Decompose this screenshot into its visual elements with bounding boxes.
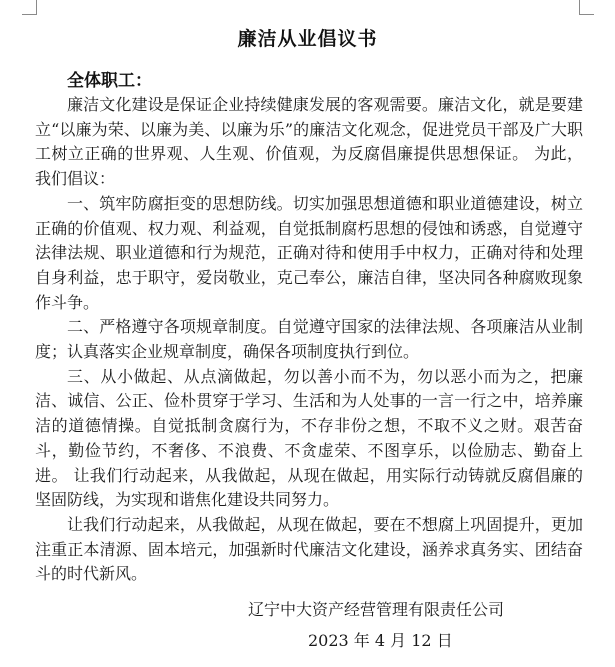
salutation: 全体职工： bbox=[67, 71, 152, 91]
paragraph-item-3: 三、从小做起、从点滴做起，勿以善小而不为，勿以恶小而为之，把廉洁、诚信、公正、俭朴贯穿于学习、生活和为人处事的一言一行之中，培养廉洁的道德情操。自觉抵制贪腐行为，不存非份之想，不取不义之财。艰苦奋斗，勤俭节约，不奢侈、不浪费、不贪虚荣、不图享乐，以俭励志、勤奋上进。 让我们行动起来，从我做起，从现在做起，用实际行动铸就反腐倡廉的坚固防线，为实现和谐焦化建设共同努力。 bbox=[35, 366, 583, 510]
document-title: 廉洁从业倡议书 bbox=[237, 28, 378, 50]
page-corner-mark-top-right bbox=[579, 0, 594, 15]
issue-date: 2023 年 4 月 12 日 bbox=[308, 631, 453, 650]
page-corner-mark-top-left bbox=[22, 0, 37, 15]
paragraph-intro: 廉洁文化建设是保证企业持续健康发展的客观需要。廉洁文化，就是要建立“以廉为荣、以廉为美、以廉为乐”的廉洁文化观念，促进党员干部及广大职工树立正确的世界观、人生观、价值观，为反腐倡廉提供思想保证。 为此，我们倡议： bbox=[35, 95, 583, 189]
paragraph-item-2: 二、严格遵守各项规章制度。自觉遵守国家的法律法规、各项廉洁从业制度；认真落实企业规章制度，确保各项制度执行到位。 bbox=[35, 317, 583, 362]
paragraph-item-1: 一、筑牢防腐拒变的思想防线。切实加强思想道德和职业道德建设，树立正确的价值观、权力观、利益观，自觉抵制腐朽思想的侵蚀和诱惑，自觉遵守法律法规、职业道德和行为规范，正确对待和使用手中权力，正确对待和处理自身利益，忠于职守，爱岗敬业，克己奉公，廉洁自律，坚决同各种腐败现象作斗争。 bbox=[35, 193, 583, 312]
document-body bbox=[35, 93, 583, 587]
issuing-organization: 辽宁中大资产经营管理有限责任公司 bbox=[248, 600, 505, 619]
paragraph-closing: 让我们行动起来，从我做起，从现在做起，要在不想腐上巩固提升，更加注重正本清源、固本培元，加强新时代廉洁文化建设，涵养求真务实、团结奋斗的时代新风。 bbox=[35, 514, 583, 584]
